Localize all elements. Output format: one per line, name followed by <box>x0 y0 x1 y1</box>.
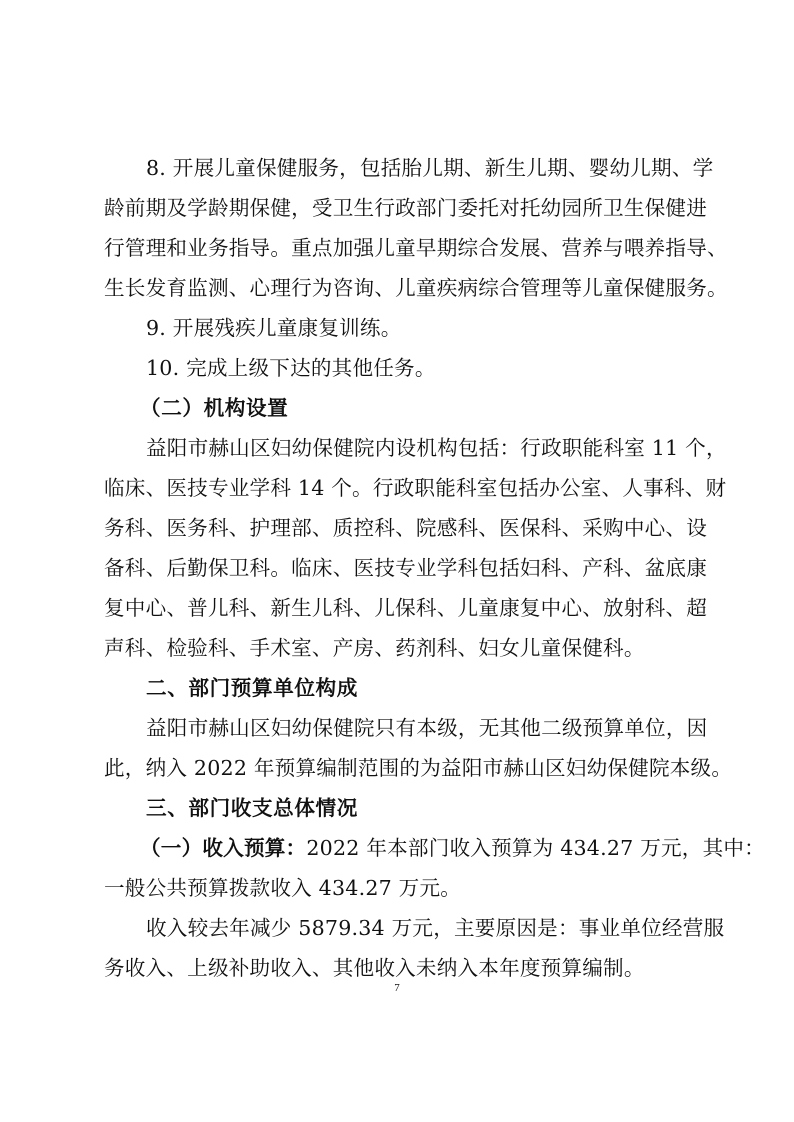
change-line-2: 务收入、上级补助收入、其他收入未纳入本年度预算编制。 <box>104 956 645 980</box>
paragraph-9: 9. 开展残疾儿童康复训练。 <box>146 316 402 340</box>
change-line-1: 收入较去年减少 5879.34 万元，主要原因是：事业单位经营服 <box>146 916 725 940</box>
paragraph-8-line-2: 龄前期及学龄期保健，受卫生行政部门委托对托幼园所卫生保健进 <box>104 196 708 220</box>
paragraph-8-line-1: 8. 开展儿童保健服务，包括胎儿期、新生儿期、婴幼儿期、学 <box>146 156 714 180</box>
paragraph-10: 10. 完成上级下达的其他任务。 <box>146 356 436 380</box>
paragraph-8-line-3: 行管理和业务指导。重点加强儿童早期综合发展、营养与喂养指导、 <box>104 236 728 260</box>
unit-line-2: 此，纳入 2022 年预算编制范围的为益阳市赫山区妇幼保健院本级。 <box>104 756 733 780</box>
income-budget-text: 2022 年本部门收入预算为 434.27 万元，其中： <box>306 836 765 860</box>
income-budget-label: （一）收入预算： <box>140 836 307 860</box>
org-line-6: 声科、检验科、手术室、产房、药剂科、妇女儿童保健科。 <box>104 636 645 660</box>
org-line-2: 临床、医技专业学科 14 个。行政职能科室包括办公室、人事科、财 <box>104 476 727 500</box>
org-line-5: 复中心、普儿科、新生儿科、儿保科、儿童康复中心、放射科、超 <box>104 596 708 620</box>
org-line-3: 务科、医务科、护理部、质控科、院感科、医保科、采购中心、设 <box>104 516 708 540</box>
org-line-1: 益阳市赫山区妇幼保健院内设机构包括：行政职能科室 11 个， <box>146 436 727 460</box>
heading-income-expense: 三、部门收支总体情况 <box>146 796 358 820</box>
heading-budget-units: 二、部门预算单位构成 <box>146 676 358 700</box>
heading-org-setup: （二）机构设置 <box>140 396 289 420</box>
income-line-2: 一般公共预算拨款收入 434.27 万元。 <box>104 876 462 900</box>
income-line-1 <box>140 836 765 860</box>
org-line-4: 备科、后勤保卫科。临床、医技专业学科包括妇科、产科、盆底康 <box>104 556 708 580</box>
page-number: 7 <box>394 982 400 994</box>
unit-line-1: 益阳市赫山区妇幼保健院只有本级，无其他二级预算单位，因 <box>146 716 708 740</box>
paragraph-8-line-4: 生长发育监测、心理行为咨询、儿童疾病综合管理等儿童保健服务。 <box>104 276 728 300</box>
